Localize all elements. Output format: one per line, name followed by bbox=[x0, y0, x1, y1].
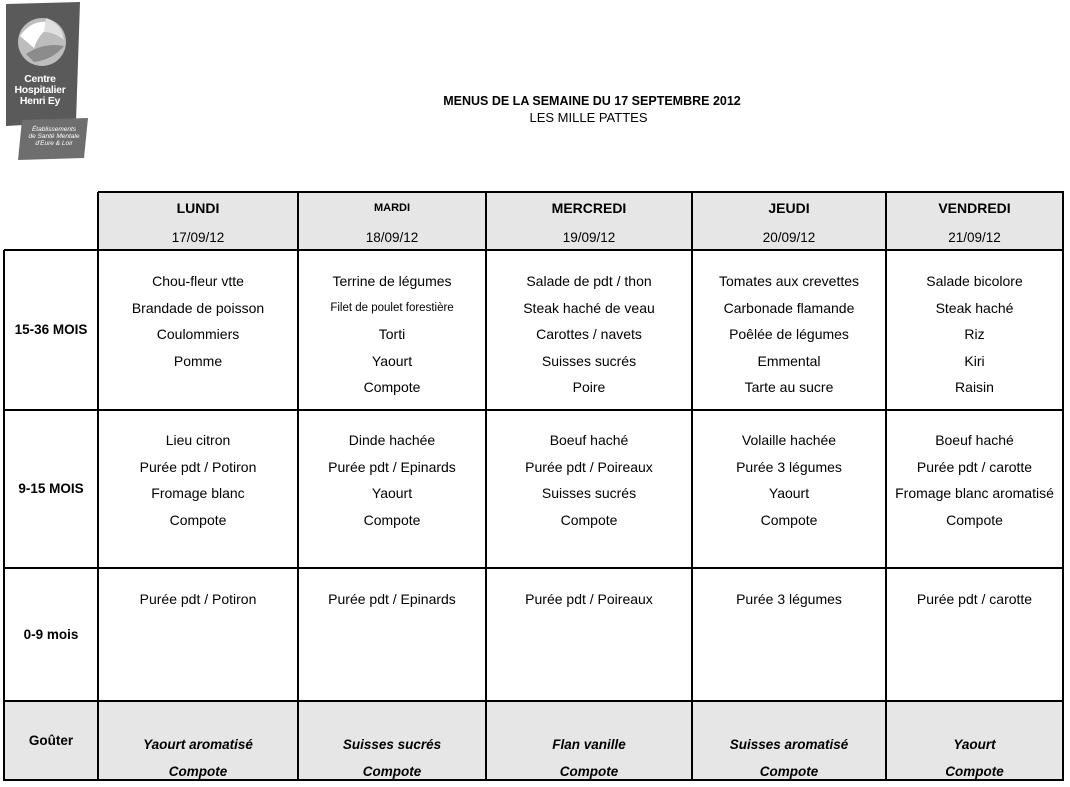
day-date: 20/09/12 bbox=[762, 230, 816, 245]
menu-item: Compote bbox=[560, 511, 618, 528]
gouter-item: Compote bbox=[945, 764, 1004, 779]
menu-item: Purée pdt / Epinards bbox=[328, 591, 456, 607]
gouter-items bbox=[98, 731, 298, 785]
grid-line bbox=[485, 192, 487, 781]
logo-sub-1: Établissements bbox=[31, 126, 77, 133]
day-name: MERCREDI bbox=[551, 200, 627, 216]
menu-cell bbox=[692, 250, 886, 410]
menu-cell bbox=[886, 568, 1063, 701]
menu-item: Purée pdt / Potiron bbox=[139, 458, 257, 475]
menu-cell bbox=[886, 250, 1063, 410]
grid-line bbox=[4, 700, 1064, 702]
hospital-logo bbox=[4, 2, 88, 160]
day-header-lundi bbox=[98, 192, 298, 250]
day-header-vendredi bbox=[886, 192, 1063, 250]
menu-cell bbox=[886, 410, 1063, 568]
gouter-item: Yaourt bbox=[953, 737, 996, 752]
grid-line bbox=[297, 192, 299, 781]
day-name: JEUDI bbox=[768, 200, 810, 216]
menu-item: Fromage blanc bbox=[151, 485, 245, 501]
day-date: 21/09/12 bbox=[948, 230, 1001, 245]
menu-item: Emmental bbox=[757, 352, 821, 369]
logo-line-1: Centre bbox=[24, 73, 56, 85]
row-label-age-group: 9-15 MOIS bbox=[18, 481, 84, 496]
menu-items bbox=[886, 586, 1063, 613]
menu-item: Coulommiers bbox=[156, 326, 240, 342]
day-header-mercredi bbox=[486, 192, 692, 250]
gouter-cell bbox=[298, 701, 486, 780]
menu-item: Purée pdt / Potiron bbox=[139, 591, 257, 607]
gouter-cell bbox=[886, 701, 1063, 780]
menu-cell bbox=[298, 568, 486, 701]
menu-item: Purée 3 légumes bbox=[736, 458, 842, 475]
logo-sub-2: de Santé Mentale bbox=[28, 133, 80, 140]
logo-sub-3: d'Eure & Loir bbox=[35, 140, 73, 147]
menu-item: Terrine de légumes bbox=[332, 273, 452, 289]
menu-item: Salade bicolore bbox=[926, 273, 1023, 289]
menu-items bbox=[98, 427, 298, 533]
menu-item: Purée 3 légumes bbox=[736, 591, 842, 607]
menu-item: Fromage blanc aromatisé bbox=[895, 485, 1054, 501]
menu-items bbox=[886, 268, 1063, 401]
grid-line bbox=[1062, 192, 1064, 781]
menu-item: Dinde hachée bbox=[348, 432, 436, 448]
menu-item: Suisses sucrés bbox=[541, 485, 637, 501]
menu-item: Poire bbox=[572, 379, 606, 395]
menu-item: Purée pdt / Poireaux bbox=[525, 458, 653, 475]
menu-item: Yaourt bbox=[371, 485, 413, 501]
page-subtitle: LES MILLE PATTES bbox=[529, 110, 648, 125]
gouter-item: Compote bbox=[559, 764, 619, 779]
menu-item: Compote bbox=[363, 511, 421, 528]
gouter-items bbox=[692, 731, 886, 785]
menu-items bbox=[486, 586, 692, 613]
menu-item: Yaourt bbox=[768, 485, 810, 501]
gouter-item: Suisses sucrés bbox=[342, 737, 442, 752]
menu-items bbox=[98, 586, 298, 613]
menu-item: Compote bbox=[946, 511, 1003, 528]
day-name: LUNDI bbox=[176, 200, 220, 216]
gouter-item: Compote bbox=[168, 764, 228, 779]
menu-items bbox=[298, 268, 486, 401]
menu-cell bbox=[692, 568, 886, 701]
gouter-item: Yaourt aromatisé bbox=[143, 737, 253, 752]
menu-item: Yaourt bbox=[371, 352, 413, 369]
grid-line bbox=[97, 192, 99, 781]
grid-line bbox=[98, 191, 1064, 193]
gouter-item: Compote bbox=[362, 764, 422, 779]
day-name: MARDI bbox=[373, 202, 411, 214]
menu-item: Purée pdt / Poireaux bbox=[525, 591, 653, 607]
menu-item: Boeuf haché bbox=[549, 432, 629, 448]
logo-line-2: Hospitalier bbox=[14, 84, 66, 96]
row-label-age-group: 0-9 mois bbox=[23, 627, 79, 642]
menu-item: Filet de poulet forestière bbox=[330, 301, 454, 314]
menu-item: Steak haché de veau bbox=[523, 299, 655, 316]
menu-item: Boeuf haché bbox=[935, 432, 1014, 448]
menu-item: Compote bbox=[169, 511, 227, 528]
menu-item: Compote bbox=[363, 379, 421, 395]
menu-item: Pomme bbox=[173, 352, 223, 369]
menu-item: Purée pdt / carotte bbox=[916, 458, 1033, 475]
grid-line bbox=[4, 409, 1064, 411]
menu-item: Lieu citron bbox=[165, 432, 231, 448]
menu-items bbox=[298, 586, 486, 613]
logo-subtitle bbox=[24, 126, 84, 147]
menu-item: Brandade de poisson bbox=[131, 299, 265, 316]
gouter-items bbox=[486, 731, 692, 785]
menu-items bbox=[298, 427, 486, 533]
menu-items bbox=[486, 268, 692, 401]
gouter-item: Suisses aromatisé bbox=[729, 737, 849, 752]
menu-item: Tomates aux crevettes bbox=[718, 273, 860, 289]
menu-cell bbox=[298, 250, 486, 410]
day-date: 18/09/12 bbox=[365, 230, 419, 245]
menu-cell bbox=[98, 410, 298, 568]
menu-item: Carottes / navets bbox=[536, 326, 642, 342]
gouter-item: Flan vanille bbox=[552, 737, 626, 752]
menu-items bbox=[692, 427, 886, 533]
menu-cell bbox=[298, 410, 486, 568]
menu-items bbox=[692, 586, 886, 613]
gouter-cell bbox=[486, 701, 692, 780]
grid-line bbox=[885, 192, 887, 781]
menu-item: Suisses sucrés bbox=[541, 352, 637, 369]
page-title: MENUS DE LA SEMAINE DU 17 SEPTEMBRE 2012 bbox=[443, 94, 741, 108]
menu-cell bbox=[98, 568, 298, 701]
menu-item: Riz bbox=[964, 326, 985, 342]
grid-line bbox=[691, 192, 693, 781]
menu-cell bbox=[486, 410, 692, 568]
gouter-items bbox=[298, 731, 486, 785]
menu-item: Purée pdt / Epinards bbox=[328, 458, 456, 475]
menu-items bbox=[886, 427, 1063, 533]
menu-item: Torti bbox=[378, 326, 406, 342]
menu-cell bbox=[98, 250, 298, 410]
logo-line-3: Henri Ey bbox=[19, 95, 61, 107]
grid-line bbox=[3, 250, 5, 781]
menu-items bbox=[692, 268, 886, 401]
menu-item: Poêlée de légumes bbox=[729, 326, 849, 342]
menu-item: Chou-fleur vtte bbox=[152, 273, 244, 289]
gouter-items bbox=[886, 731, 1063, 785]
grid-line bbox=[4, 567, 1064, 569]
menu-item: Purée pdt / carotte bbox=[916, 591, 1033, 607]
row-label-gouter: Goûter bbox=[28, 733, 74, 748]
day-header-jeudi bbox=[692, 192, 886, 250]
menu-item: Kiri bbox=[964, 352, 985, 369]
row-label-age-group: 15-36 MOIS bbox=[14, 322, 88, 337]
day-name: VENDREDI bbox=[938, 200, 1011, 216]
menu-item: Compote bbox=[760, 511, 818, 528]
menu-cell bbox=[486, 568, 692, 701]
menu-item: Tarte au sucre bbox=[744, 379, 834, 395]
menu-cell bbox=[692, 410, 886, 568]
day-date: 19/09/12 bbox=[562, 230, 616, 245]
menu-item: Carbonade flamande bbox=[723, 299, 855, 316]
menu-item: Raisin bbox=[955, 379, 994, 395]
day-header-mardi bbox=[298, 192, 486, 250]
day-date: 17/09/12 bbox=[171, 230, 225, 245]
menu-item: Volaille hachée bbox=[741, 432, 837, 448]
menu-cell bbox=[486, 250, 692, 410]
gouter-cell bbox=[98, 701, 298, 780]
grid-line bbox=[4, 249, 1064, 251]
menu-item: Steak haché bbox=[935, 299, 1014, 316]
gouter-item: Compote bbox=[759, 764, 819, 779]
gouter-cell bbox=[692, 701, 886, 780]
menu-items bbox=[98, 268, 298, 374]
menu-items bbox=[486, 427, 692, 533]
menu-item: Salade de pdt / thon bbox=[526, 273, 652, 289]
grid-line bbox=[4, 779, 1064, 781]
